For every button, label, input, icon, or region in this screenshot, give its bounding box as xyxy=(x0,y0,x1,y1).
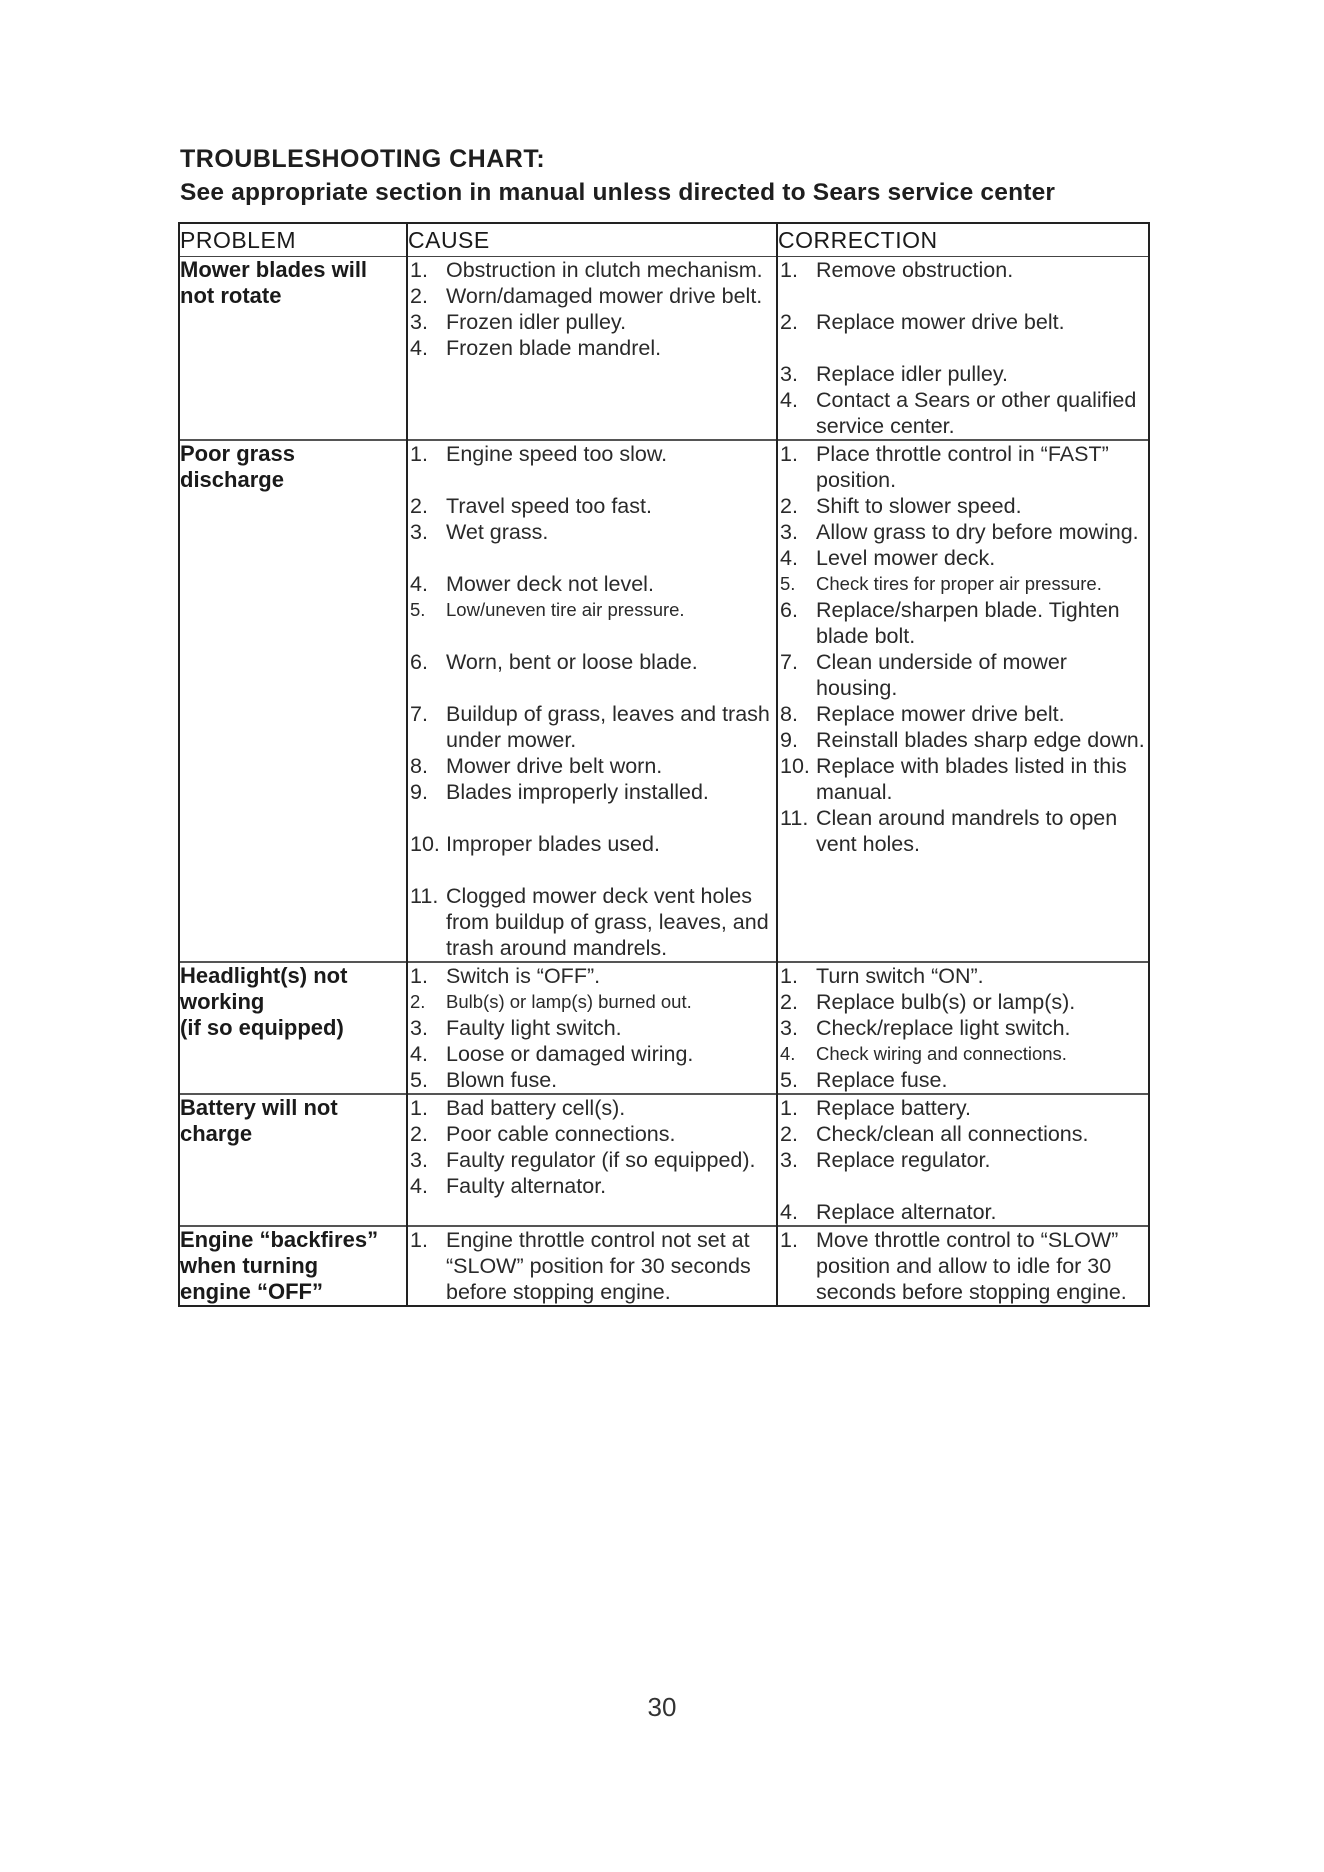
item-number: 4. xyxy=(410,336,428,360)
item-text: Improper blades used. xyxy=(446,832,660,856)
item-text: Contact a Sears or other qualified service center. xyxy=(816,388,1137,438)
item-text: Level mower deck. xyxy=(816,546,996,570)
item-text: Clogged mower deck vent holes from buildup of grass, leaves, and trash around mandrels. xyxy=(446,884,769,960)
correction-item xyxy=(778,441,1148,493)
problem-line: discharge xyxy=(180,467,284,492)
item-number: 3. xyxy=(410,1016,428,1040)
item-number: 9. xyxy=(780,728,798,752)
correction-item xyxy=(778,1095,1148,1121)
item-number: 8. xyxy=(780,702,798,726)
item-text: Faulty regulator (if so equipped). xyxy=(446,1148,756,1172)
correction-item xyxy=(778,1227,1148,1305)
item-number: 3. xyxy=(410,310,428,334)
table-row xyxy=(179,440,1149,962)
item-text: Mower drive belt worn. xyxy=(446,754,663,778)
column-header-problem: PROBLEM xyxy=(179,223,407,257)
table-row xyxy=(179,962,1149,1094)
correction-cell xyxy=(777,440,1149,962)
cause-cell xyxy=(407,1094,777,1226)
troubleshooting-table xyxy=(178,222,1150,1307)
cause-item xyxy=(408,753,776,779)
item-text: Wet grass. xyxy=(446,520,549,544)
correction-item xyxy=(778,1147,1148,1199)
item-text: Faulty alternator. xyxy=(446,1174,607,1198)
problem-line: Headlight(s) not xyxy=(180,963,348,988)
cause-item xyxy=(408,883,776,961)
item-text: Allow grass to dry before mowing. xyxy=(816,520,1139,544)
item-text: Worn/damaged mower drive belt. xyxy=(446,284,763,308)
item-text: Replace fuse. xyxy=(816,1068,948,1092)
problem-line: Mower blades will xyxy=(180,257,368,282)
problem-cell xyxy=(179,1226,407,1306)
item-number: 3. xyxy=(410,520,428,544)
item-text: Travel speed too fast. xyxy=(446,494,652,518)
item-text: Bad battery cell(s). xyxy=(446,1096,626,1120)
correction-item xyxy=(778,963,1148,989)
item-number: 6. xyxy=(780,598,798,622)
table-row xyxy=(179,1094,1149,1226)
item-number: 4. xyxy=(410,1042,428,1066)
item-number: 5. xyxy=(410,599,426,620)
item-text: Low/uneven tire air pressure. xyxy=(446,599,685,620)
item-number: 2. xyxy=(410,991,426,1012)
cause-item xyxy=(408,1121,776,1147)
item-number: 7. xyxy=(780,650,798,674)
problem-line: Battery will not xyxy=(180,1095,338,1120)
item-text: Check wiring and connections. xyxy=(816,1043,1067,1064)
item-text: Engine throttle control not set at “SLOW” position for 30 seconds before stopping engine. xyxy=(446,1228,751,1304)
cause-item xyxy=(408,1095,776,1121)
cause-cell xyxy=(407,1226,777,1306)
item-text: Replace battery. xyxy=(816,1096,971,1120)
cause-cell xyxy=(407,257,777,441)
correction-item xyxy=(778,1015,1148,1041)
item-number: 10. xyxy=(410,832,440,856)
item-text: Replace alternator. xyxy=(816,1200,997,1224)
item-text: Clean underside of mower housing. xyxy=(816,650,1067,700)
item-number: 4. xyxy=(780,1200,798,1224)
correction-cell xyxy=(777,257,1149,441)
item-text: Reinstall blades sharp edge down. xyxy=(816,728,1145,752)
correction-item xyxy=(778,1199,1148,1225)
cause-item xyxy=(408,1015,776,1041)
item-text: Frozen idler pulley. xyxy=(446,310,627,334)
item-text: Move throttle control to “SLOW” position and allow to idle for 30 seconds before stopping engine. xyxy=(816,1228,1127,1304)
item-number: 5. xyxy=(780,1068,798,1092)
item-number: 2. xyxy=(410,1122,428,1146)
item-number: 5. xyxy=(410,1068,428,1092)
item-text: Remove obstruction. xyxy=(816,258,1014,282)
correction-item xyxy=(778,519,1148,545)
item-text: Replace idler pulley. xyxy=(816,362,1009,386)
cause-item xyxy=(408,519,776,571)
correction-item xyxy=(778,701,1148,727)
table-row xyxy=(179,257,1149,441)
column-header-correction: CORRECTION xyxy=(777,223,1149,257)
item-number: 1. xyxy=(780,442,798,466)
item-number: 1. xyxy=(410,258,428,282)
item-text: Mower deck not level. xyxy=(446,572,654,596)
item-text: Obstruction in clutch mechanism. xyxy=(446,258,763,282)
problem-line: (if so equipped) xyxy=(180,1015,344,1040)
chart-subtitle: See appropriate section in manual unless directed to Sears service center xyxy=(180,179,1056,206)
item-number: 4. xyxy=(780,546,798,570)
correction-item xyxy=(778,989,1148,1015)
item-text: Clean around mandrels to open vent holes. xyxy=(816,806,1118,856)
page-number: 30 xyxy=(647,1692,677,1722)
item-text: Replace regulator. xyxy=(816,1148,991,1172)
cause-cell xyxy=(407,440,777,962)
item-text: Check/clean all connections. xyxy=(816,1122,1089,1146)
item-text: Frozen blade mandrel. xyxy=(446,336,662,360)
correction-item xyxy=(778,545,1148,571)
correction-item xyxy=(778,361,1148,387)
item-number: 1. xyxy=(780,1228,798,1252)
cause-item xyxy=(408,831,776,883)
correction-item xyxy=(778,649,1148,701)
cause-item xyxy=(408,989,776,1015)
item-number: 1. xyxy=(410,964,428,988)
cause-item xyxy=(408,1147,776,1173)
correction-cell xyxy=(777,1094,1149,1226)
item-number: 3. xyxy=(410,1148,428,1172)
problem-cell xyxy=(179,440,407,962)
problem-line: Engine “backfires” xyxy=(180,1227,379,1252)
item-number: 2. xyxy=(780,310,798,334)
correction-item xyxy=(778,571,1148,597)
cause-item xyxy=(408,493,776,519)
item-number: 1. xyxy=(410,1228,428,1252)
problem-cell xyxy=(179,257,407,441)
problem-line: working xyxy=(180,989,265,1014)
problem-line: charge xyxy=(180,1121,253,1146)
correction-item xyxy=(778,597,1148,649)
correction-cell xyxy=(777,1226,1149,1306)
cause-item xyxy=(408,597,776,649)
item-number: 5. xyxy=(780,573,796,594)
cause-item xyxy=(408,283,776,309)
item-text: Blown fuse. xyxy=(446,1068,558,1092)
item-text: Replace mower drive belt. xyxy=(816,702,1065,726)
item-text: Switch is “OFF”. xyxy=(446,964,601,988)
item-text: Faulty light switch. xyxy=(446,1016,622,1040)
cause-item xyxy=(408,257,776,283)
correction-item xyxy=(778,387,1148,439)
item-text: Turn switch “ON”. xyxy=(816,964,984,988)
item-text: Worn, bent or loose blade. xyxy=(446,650,698,674)
item-text: Place throttle control in “FAST” position. xyxy=(816,442,1109,492)
item-text: Replace/sharpen blade. Tighten blade bolt. xyxy=(816,598,1120,648)
item-number: 6. xyxy=(410,650,428,674)
item-number: 3. xyxy=(780,520,798,544)
item-text: Check tires for proper air pressure. xyxy=(816,573,1102,594)
cause-item xyxy=(408,309,776,335)
item-number: 9. xyxy=(410,780,428,804)
problem-line: when turning xyxy=(180,1253,319,1278)
item-text: Loose or damaged wiring. xyxy=(446,1042,694,1066)
header-row xyxy=(179,223,1149,257)
problem-line: Poor grass xyxy=(180,441,295,466)
item-number: 3. xyxy=(780,362,798,386)
column-header-cause: CAUSE xyxy=(407,223,777,257)
cause-item xyxy=(408,1041,776,1067)
correction-item xyxy=(778,805,1148,857)
item-number: 2. xyxy=(780,1122,798,1146)
cause-item xyxy=(408,1173,776,1199)
correction-item xyxy=(778,309,1148,361)
item-number: 2. xyxy=(780,494,798,518)
item-text: Check/replace light switch. xyxy=(816,1016,1071,1040)
cause-item xyxy=(408,779,776,831)
item-number: 2. xyxy=(410,284,428,308)
item-text: Buildup of grass, leaves and trash under mower. xyxy=(446,702,770,752)
item-number: 1. xyxy=(410,1096,428,1120)
item-text: Bulb(s) or lamp(s) burned out. xyxy=(446,991,692,1012)
item-text: Poor cable connections. xyxy=(446,1122,676,1146)
item-number: 11. xyxy=(410,884,439,908)
correction-cell xyxy=(777,962,1149,1094)
item-number: 4. xyxy=(410,1174,428,1198)
correction-item xyxy=(778,1067,1148,1093)
item-number: 4. xyxy=(780,1043,796,1064)
item-number: 8. xyxy=(410,754,428,778)
cause-item xyxy=(408,335,776,361)
item-number: 3. xyxy=(780,1016,798,1040)
cause-cell xyxy=(407,962,777,1094)
item-number: 2. xyxy=(410,494,428,518)
cause-item xyxy=(408,1227,776,1305)
item-number: 1. xyxy=(780,258,798,282)
correction-item xyxy=(778,1041,1148,1067)
correction-item xyxy=(778,1121,1148,1147)
cause-item xyxy=(408,963,776,989)
cause-item xyxy=(408,701,776,753)
table-row xyxy=(179,1226,1149,1306)
item-number: 4. xyxy=(410,572,428,596)
item-number: 7. xyxy=(410,702,428,726)
problem-line: engine “OFF” xyxy=(180,1279,323,1304)
item-text: Engine speed too slow. xyxy=(446,442,668,466)
cause-item xyxy=(408,649,776,701)
item-number: 4. xyxy=(780,388,798,412)
cause-item xyxy=(408,571,776,597)
item-text: Replace bulb(s) or lamp(s). xyxy=(816,990,1076,1014)
correction-item xyxy=(778,493,1148,519)
correction-item xyxy=(778,257,1148,309)
item-number: 3. xyxy=(780,1148,798,1172)
item-number: 11. xyxy=(780,806,809,830)
cause-item xyxy=(408,441,776,493)
correction-item xyxy=(778,727,1148,753)
item-text: Shift to slower speed. xyxy=(816,494,1022,518)
item-text: Replace mower drive belt. xyxy=(816,310,1065,334)
chart-title: TROUBLESHOOTING CHART: xyxy=(180,145,546,173)
item-text: Replace with blades listed in this manual. xyxy=(816,754,1127,804)
correction-item xyxy=(778,753,1148,805)
item-number: 1. xyxy=(780,964,798,988)
problem-line: not rotate xyxy=(180,283,282,308)
problem-cell xyxy=(179,962,407,1094)
item-text: Blades improperly installed. xyxy=(446,780,709,804)
item-number: 1. xyxy=(410,442,428,466)
item-number: 2. xyxy=(780,990,798,1014)
cause-item xyxy=(408,1067,776,1093)
item-number: 1. xyxy=(780,1096,798,1120)
problem-cell xyxy=(179,1094,407,1226)
item-number: 10. xyxy=(780,754,810,778)
